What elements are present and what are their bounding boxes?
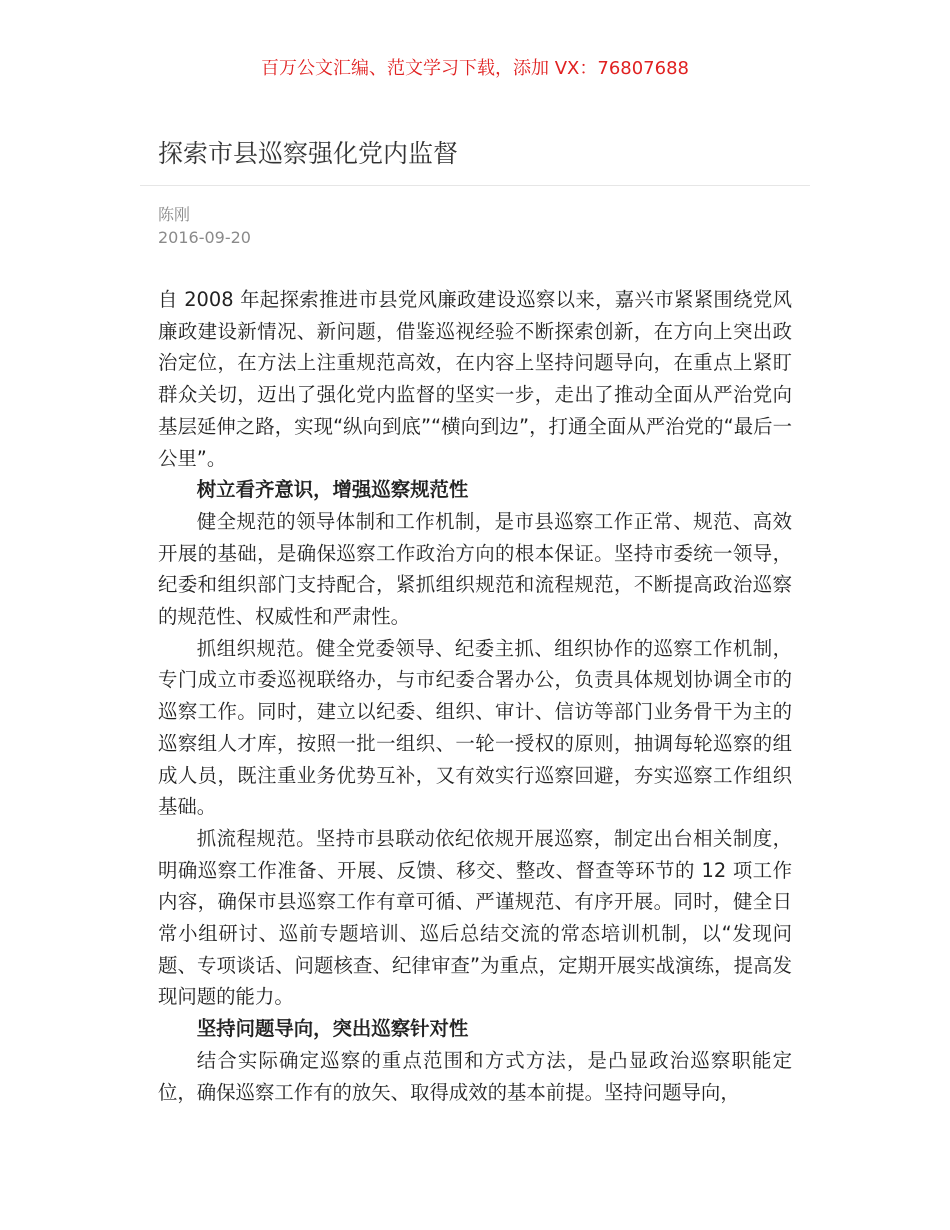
article-body	[158, 284, 792, 1114]
title-divider	[140, 185, 810, 186]
body-paragraph: 抓组织规范。健全党委领导、纪委主抓、组织协作的巡察工作机制，专门成立市委巡视联络办，与市纪委合署办公，负责具体规划协调全市的巡察工作。同时，建立以纪委、组织、审计、信访等部门业务骨干为主的巡察组人才库，按照一批一组织、一轮一授权的原则，抽调每轮巡察的组成人员，既注重业务优势互补，又有效实行巡察回避，夯实巡察工作组织基础。	[158, 636, 792, 819]
promo-banner: 百万公文汇编、范文学习下载，添加 VX：76807688	[261, 58, 689, 79]
body-paragraph: 抓流程规范。坚持市县联动依纪依规开展巡察，制定出台相关制度，明确巡察工作准备、开展、反馈、移交、整改、督查等环节的 12 项工作内容，确保市县巡察工作有章可循、严谨规范、有序开展。同时，健全日常小组研讨、巡前专题培训、巡后总结交流的常态培训机制，以“发现问题、专项谈话、问题核查、纪律审查”为重点，定期开展实战演练，提高发现问题的能力。	[158, 826, 792, 1009]
body-paragraph: 结合实际确定巡察的重点范围和方式方法，是凸显政治巡察职能定位，确保巡察工作有的放矢、取得成效的基本前提。坚持问题导向，	[158, 1048, 792, 1104]
author-name: 陈刚	[158, 205, 191, 224]
lead-paragraph: 自 2008 年起探索推进市县党风廉政建设巡察以来，嘉兴市紧紧围绕党风廉政建设新情况、新问题，借鉴巡视经验不断探索创新，在方向上突出政治定位，在方法上注重规范高效，在内容上坚持问题导向，在重点上紧盯群众关切，迈出了强化党内监督的坚实一步，走出了推动全面从严治党向基层延伸之路，实现“纵向到底”“横向到边”，打通全面从严治党的“最后一公里”。	[158, 288, 792, 470]
publish-date: 2016-09-20	[158, 228, 251, 247]
article-meta	[158, 203, 251, 249]
section-heading: 坚持问题导向，突出巡察针对性	[196, 1017, 469, 1041]
article-title: 探索市县巡察强化党内监督	[158, 139, 459, 168]
section-heading: 树立看齐意识，增强巡察规范性	[196, 478, 469, 502]
body-paragraph: 健全规范的领导体制和工作机制，是市县巡察工作正常、规范、高效开展的基础，是确保巡察工作政治方向的根本保证。坚持市委统一领导，纪委和组织部门支持配合，紧抓组织规范和流程规范，不断提高政治巡察的规范性、权威性和严肃性。	[158, 509, 792, 629]
